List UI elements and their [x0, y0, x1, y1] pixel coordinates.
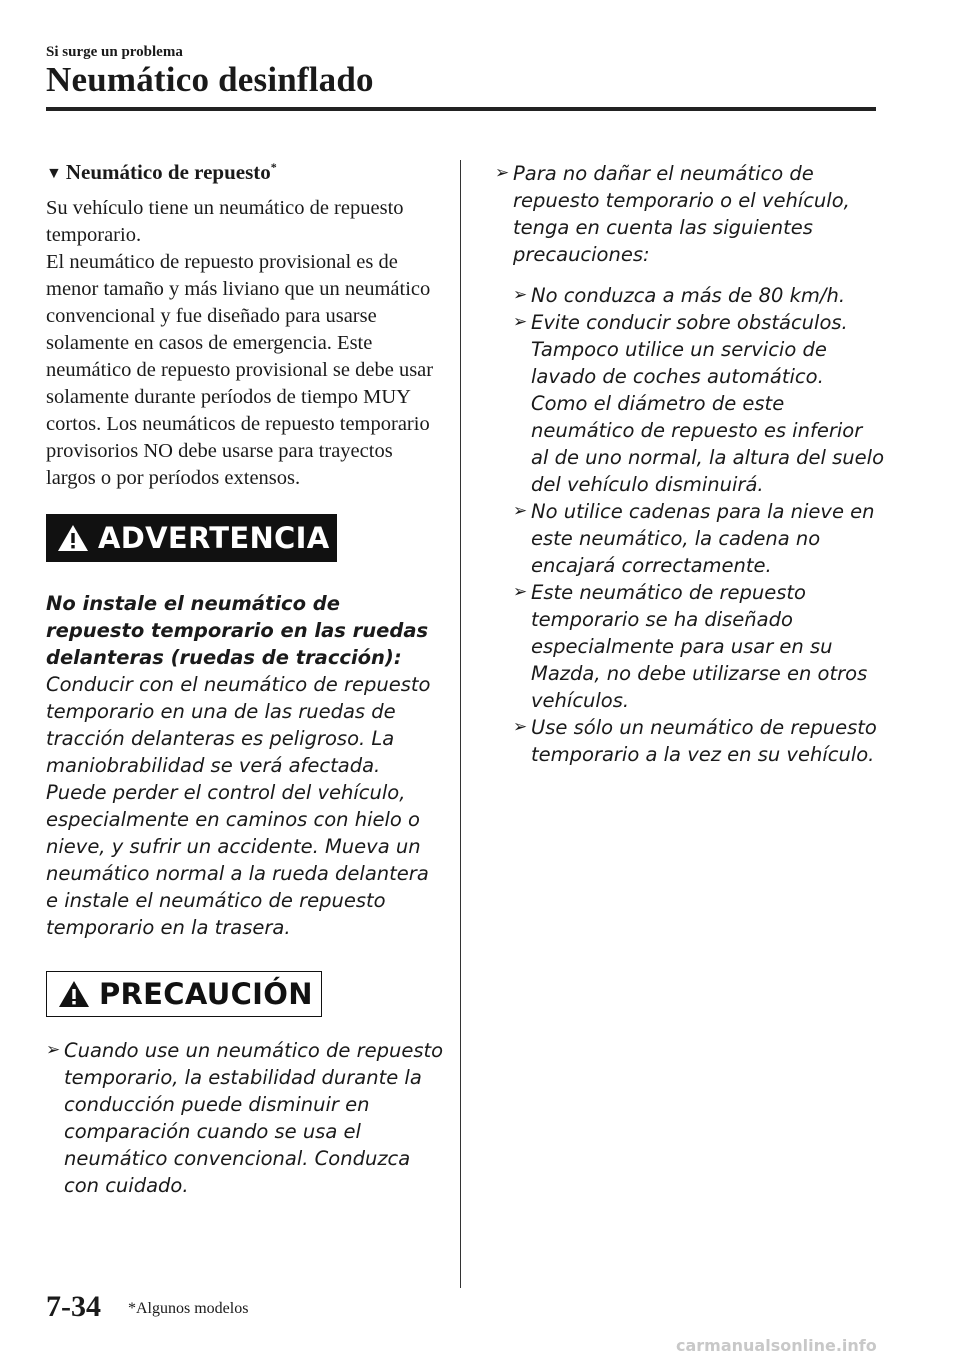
watermark: carmanualsonline.info: [676, 1336, 877, 1355]
body-paragraph-2: El neumático de repuesto provisional es de menor tamaño y más liviano que un neumático convencional y fue diseñado para usarse solamente en casos de emergencia. Este neumático de repuesto provisional se debe usar solamente durante períodos de tiempo MUY cortos. Los neumáticos de repuesto temporario provisorios NO debe usarse para trayectos largos o por períodos extensos.: [46, 251, 434, 489]
title-rule: [46, 107, 876, 111]
warning-body: Conducir con el neumático de repuesto temporario en una de las ruedas de tracción delanteras es peligroso. La maniobrabilidad se verá afectada. Puede perder el control del vehículo, especialmente en caminos con hielo o nieve, y sufrir un accidente. Mueva un neumático normal a la rueda delantera e instale el neumático de repuesto temporario en la trasera.: [46, 673, 431, 939]
subsection-heading-text: Neumático de repuesto: [65, 160, 271, 184]
list-item-text: No utilice cadenas para la nieve en este neumático, la cadena no encajará correctamente.: [531, 500, 875, 577]
warning-label: ADVERTENCIA: [98, 521, 330, 555]
warning-triangle-icon: [57, 979, 91, 1009]
list-item: [513, 498, 885, 579]
list-item-text: No conduzca a más de 80 km/h.: [531, 284, 846, 307]
warning-triangle-icon: [56, 523, 90, 553]
arrow-bullet-icon: ➢: [513, 501, 528, 521]
list-item: [513, 309, 885, 498]
precautions-intro-text: Para no dañar el neumático de repuesto temporario o el vehículo, tenga en cuenta las siguientes precauciones:: [513, 162, 850, 266]
footnote: *Algunos modelos: [128, 1300, 249, 1317]
caution-item-text: Cuando use un neumático de repuesto temporario, la estabilidad durante la conducción puede disminuir en comparación cuando se usa el neumático convencional. Conduzca con cuidado.: [64, 1039, 444, 1197]
page-number: 7-34: [46, 1290, 101, 1323]
arrow-bullet-icon: ➢: [495, 163, 510, 183]
arrow-bullet-icon: ➢: [46, 1040, 61, 1060]
arrow-bullet-icon: ➢: [513, 312, 528, 332]
subsection-heading: [46, 160, 444, 185]
page-title: Neumático desinflado: [46, 60, 374, 99]
list-item-text: Este neumático de repuesto temporario se ha diseñado especialmente para usar en su Mazda, no debe utilizarse en otros vehículos.: [531, 581, 868, 712]
footnote-marker: *: [270, 160, 277, 174]
caution-banner: [46, 971, 322, 1017]
list-item: [513, 282, 885, 309]
triangle-down-icon: ▼: [46, 165, 62, 182]
precautions-intro: [495, 160, 885, 268]
arrow-bullet-icon: ➢: [513, 285, 528, 305]
section-label: Si surge un problema: [46, 44, 183, 60]
right-column: [495, 160, 885, 768]
list-item: [513, 579, 885, 714]
left-column: [46, 160, 444, 1199]
arrow-bullet-icon: ➢: [513, 717, 528, 737]
list-item: [513, 714, 885, 768]
arrow-bullet-icon: ➢: [513, 582, 528, 602]
body-paragraph-1: Su vehículo tiene un neumático de repuesto temporario.: [46, 197, 404, 246]
column-divider: [460, 160, 461, 1288]
list-item-text: Evite conducir sobre obstáculos. Tampoco utilice un servicio de lavado de coches automático. Como el diámetro de este neumático de repuesto es inferior al de uno normal, la altura del suelo del vehículo disminuirá.: [531, 311, 885, 496]
warning-heading: No instale el neumático de repuesto temporario en las ruedas delanteras (ruedas de tracción):: [46, 592, 429, 669]
list-item-text: Use sólo un neumático de repuesto temporario a la vez en su vehículo.: [531, 716, 877, 766]
caution-item: [46, 1037, 444, 1199]
caution-label: PRECAUCIÓN: [99, 977, 313, 1011]
warning-banner: [46, 514, 337, 562]
